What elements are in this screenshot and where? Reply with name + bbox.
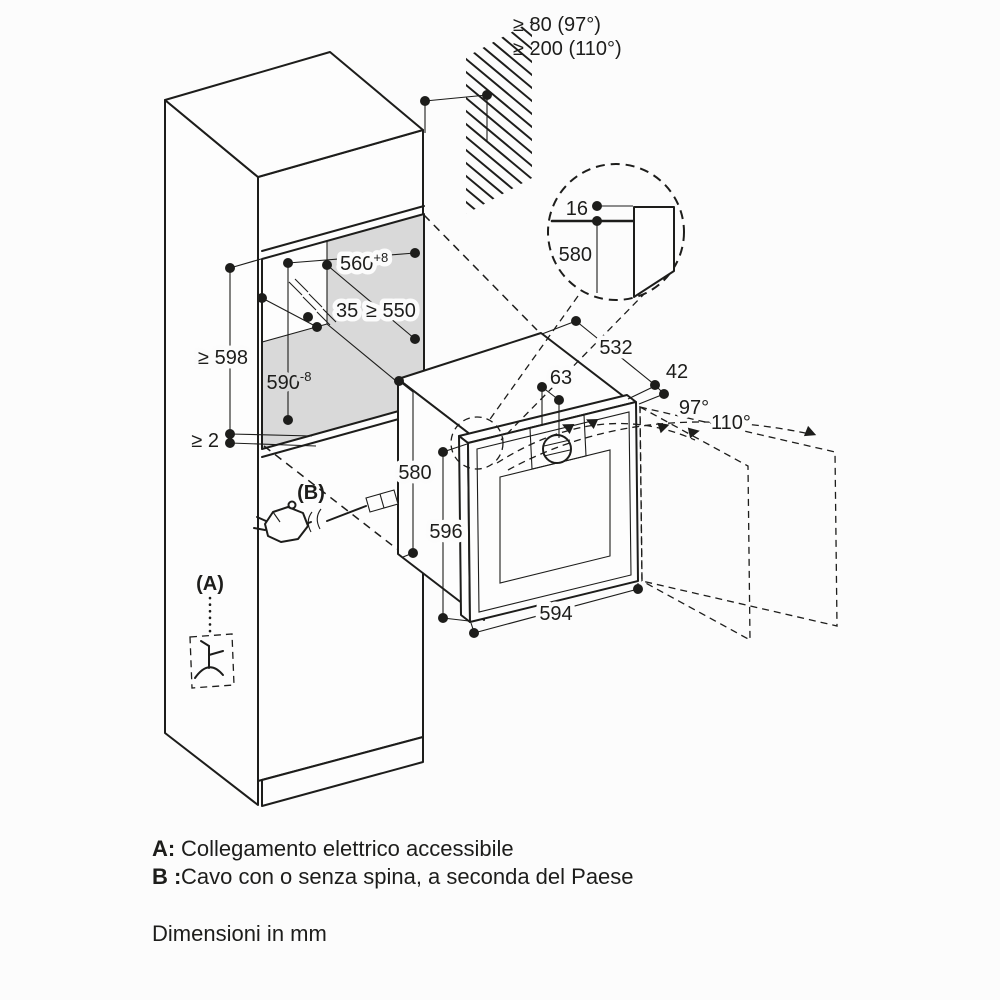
legend-b-text: Cavo con o senza spina, a seconda del Paese: [181, 864, 634, 889]
legend-a-text: Collegamento elettrico accessibile: [181, 836, 514, 861]
callout-a-label: (A): [196, 573, 224, 595]
dim-532-label: 532: [599, 337, 633, 359]
wall-clearance-line2: ≥ 200 (110°): [513, 38, 622, 60]
dim-42-label: 42: [665, 361, 689, 383]
dim-596-label: 596: [429, 521, 463, 543]
door-open-97: [640, 407, 750, 640]
dim-35-label: 35: [336, 300, 359, 322]
dim-63-label: 63: [549, 367, 573, 389]
dim-580-detail-label: 580: [558, 244, 592, 266]
angle-110-label: 110°: [711, 412, 751, 434]
dim-2-label: ≥ 2: [191, 430, 219, 452]
door-open-110: [640, 407, 837, 626]
legend-b-key: B :: [152, 864, 182, 889]
footer-note: Dimensioni in mm: [152, 921, 327, 946]
cabinet-left-face: [165, 100, 258, 805]
legend: [152, 836, 634, 946]
dim-580-oven-label: 580: [398, 462, 432, 484]
rotary-knob-icon: [543, 435, 571, 463]
callout-b-label: (B): [297, 482, 325, 504]
legend-a-key: A:: [152, 836, 176, 861]
oven: [398, 333, 638, 622]
dim-590-label: $590^{-8}$: [266, 369, 312, 394]
dim-560-label: $560^{+8}$: [340, 250, 389, 275]
tall-cabinet: [165, 52, 424, 806]
wall-clearance-line1: ≥ 80 (97°): [513, 14, 601, 36]
dim-598-label: ≥ 598: [198, 347, 248, 369]
dim-16-label: 16: [565, 198, 588, 220]
dim-550-label: ≥ 550: [366, 300, 416, 322]
angle-97-label: 97°: [678, 397, 710, 419]
dim-594-label: 594: [539, 603, 573, 625]
